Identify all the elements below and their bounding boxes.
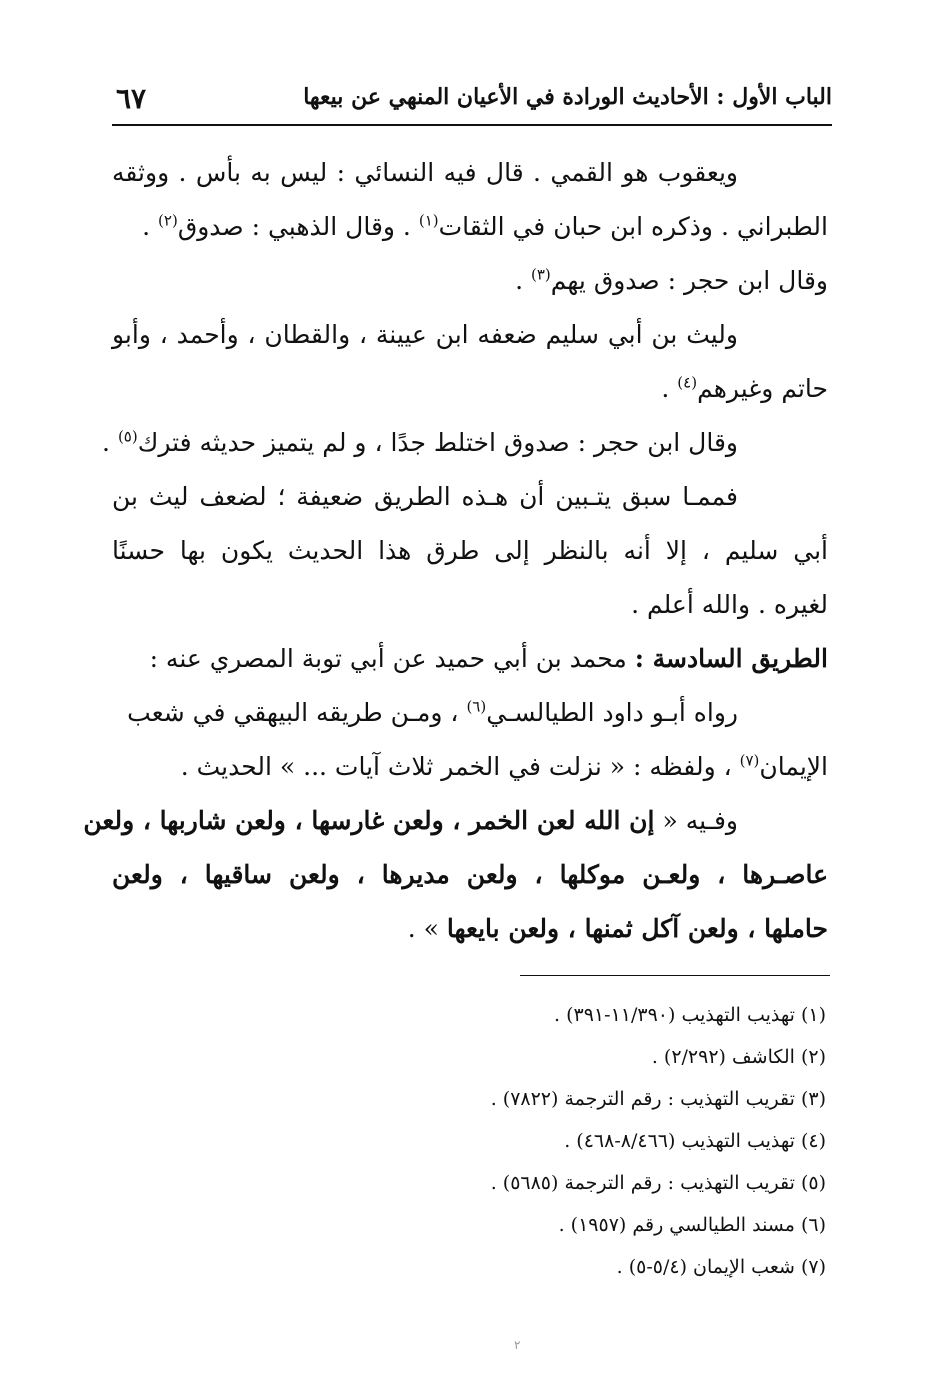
text-line — [112, 524, 828, 578]
hadith-quote: إن الله لعن الخمر ، ولعن غارسها ، ولعن شاربها ، ولعن — [83, 806, 655, 835]
text-line — [112, 470, 828, 524]
text-line — [112, 686, 828, 740]
hadith-quote: عاصـرها ، ولعـن موكلها ، ولعن مديرها ، ولعن ساقيها ، ولعن — [112, 860, 828, 889]
footnote-text: تهذيب التهذيب (١١/٣٩٠-٣٩١) . — [554, 1004, 795, 1026]
footnote-number: (٣) — [800, 1088, 826, 1110]
text-line — [112, 254, 828, 308]
text-line-content: . — [102, 428, 110, 457]
text-line — [112, 362, 828, 416]
footnote-ref: (٢) — [158, 211, 178, 230]
text-line — [112, 308, 828, 362]
footnote-number: (٥) — [800, 1172, 826, 1194]
footnote-text: تقريب التهذيب : رقم الترجمة (٧٨٢٢) . — [490, 1088, 795, 1110]
text-line-content: حاتم وغيرهم — [697, 374, 828, 403]
text-line-content: ، ومـن طريقه البيهقي في شعب — [127, 698, 459, 727]
footnote-rule — [520, 975, 830, 976]
footnote-text: شعب الإيمان (٥/٤-٥) . — [616, 1256, 795, 1278]
footnote — [126, 1204, 826, 1246]
text-line-content: رواه أبـو داود الطيالسـي — [486, 698, 738, 727]
footnote — [126, 994, 826, 1036]
footnote-ref: (٦) — [466, 697, 487, 716]
text-line-content: الإيمان — [759, 752, 828, 781]
text-line — [112, 740, 828, 794]
text-line-content: ويعقوب هو القمي . قال فيه النسائي : ليس به بأس . ووثقه — [112, 158, 738, 187]
text-line-content: وقال ابن حجر : صدوق اختلط جدًا ، و لم يتميز حديثه فترك — [137, 428, 738, 457]
footnote-text: تهذيب التهذيب (٨/٤٦٦-٤٦٨) . — [564, 1130, 795, 1152]
footnote-number: (٢) — [800, 1046, 826, 1068]
main-text — [83, 146, 828, 956]
text-line-content: وفـيه « — [662, 806, 738, 835]
footnote — [126, 1246, 826, 1288]
footnote — [126, 1162, 826, 1204]
footnote-text: تقريب التهذيب : رقم الترجمة (٥٦٨٥) . — [490, 1172, 795, 1194]
footnote-ref: (٣) — [530, 265, 551, 284]
footnote — [126, 1078, 826, 1120]
text-line-content: لغيره . والله أعلم . — [631, 590, 828, 619]
text-line-content: ، ولفظه : « نزلت في الخمر ثلاث آيات ... » الحديث . — [180, 752, 732, 781]
header-rule — [112, 124, 832, 126]
page-number: ٦٧ — [116, 82, 147, 115]
footnotes — [126, 994, 826, 1288]
footnote-number: (٧) — [800, 1256, 826, 1278]
text-line-content: الطبراني . وذكره ابن حبان في الثقات — [438, 212, 828, 241]
section-heading-line — [112, 632, 828, 686]
hadith-quote-line — [83, 794, 828, 848]
footnote — [126, 1036, 826, 1078]
text-line — [102, 416, 828, 470]
hadith-quote: حاملها ، ولعن آكل ثمنها ، ولعن بايعها — [446, 914, 828, 943]
footnote-number: (١) — [800, 1004, 826, 1026]
text-line-content: فممـا سبق يتـبين أن هـذه الطريق ضعيفة ؛ لضعف ليث بن — [112, 482, 738, 511]
text-line-content: » . — [407, 914, 439, 943]
section-heading: الطريق السادسة : — [634, 644, 828, 673]
running-title: الباب الأول : الأحاديث الورادة في الأعيان المنهي عن بيعها — [303, 84, 832, 110]
page-header — [112, 82, 832, 120]
footnote-number: (٤) — [800, 1130, 826, 1152]
footnote-ref: (٤) — [677, 373, 698, 392]
text-line — [112, 146, 828, 200]
text-line-content: وقال ابن حجر : صدوق يهم — [550, 266, 828, 295]
footnote-text: مسند الطيالسي رقم (١٩٥٧) . — [558, 1214, 795, 1236]
text-line — [112, 200, 828, 254]
text-line — [112, 578, 828, 632]
text-line-content: محمد بن أبي حميد عن أبي توبة المصري عنه : — [149, 644, 627, 673]
footnote-number: (٦) — [800, 1214, 826, 1236]
text-line-content: أبي سليم ، إلا أنه بالنظر إلى طرق هذا الحديث يكون بها حسنًا — [112, 536, 828, 565]
text-line-content: . — [142, 212, 151, 241]
text-line-content: . — [661, 374, 670, 403]
footnote — [126, 1120, 826, 1162]
footnote-ref: (١) — [418, 211, 439, 230]
footnote-text: الكاشف (٢/٢٩٢) . — [651, 1046, 795, 1068]
footnote-ref: (٧) — [739, 751, 760, 770]
text-line-content: . وقال الذهبي : صدوق — [177, 212, 411, 241]
footnote-ref: (٥) — [117, 427, 138, 446]
text-line-content: وليث بن أبي سليم ضعفه ابن عيينة ، والقطان ، وأحمد ، وأبو — [112, 320, 738, 349]
hadith-quote-line — [112, 848, 828, 902]
page-mark: ٢ — [514, 1338, 521, 1352]
hadith-quote-line — [112, 902, 828, 956]
text-line-content: . — [515, 266, 524, 295]
